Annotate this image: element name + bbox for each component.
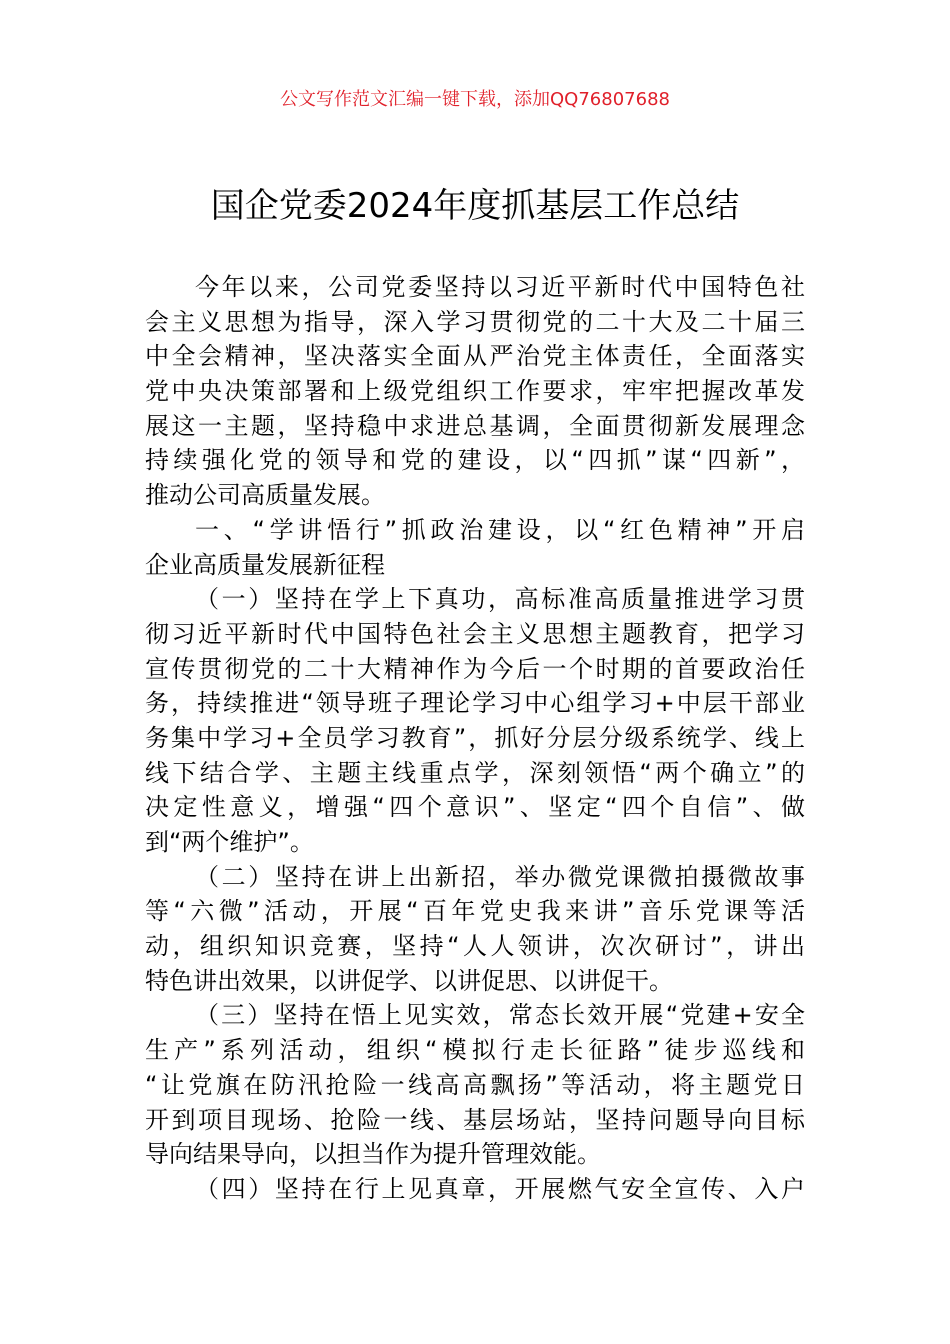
paragraph-line: 彻习近平新时代中国特色社会主义思想主题教育，把学习 (145, 619, 805, 648)
paragraph-line: 特色讲出效果，以讲促学、以讲促思、以讲促干。 (145, 966, 673, 995)
paragraph-line: 推动公司高质量发展。 (145, 481, 385, 510)
download-banner: 公文写作范文汇编一键下载，添加QQ76807688 (280, 89, 670, 110)
paragraph-line: 动，组织知识竞赛，坚持“人人领讲，次次研讨”，讲出 (145, 932, 805, 961)
paragraph-line: 到“两个维护”。 (145, 828, 314, 856)
paragraph-line: 持续强化党的领导和党的建设，以“四抓”谋“四新”， (145, 446, 805, 475)
paragraph-line: 务，持续推进“领导班子理论学习中心组学习+中层干部业 (145, 689, 805, 718)
paragraph-line: 线下结合学、主题主线重点学，深刻领悟“两个确立”的 (145, 758, 805, 787)
paragraph-line: 生产”系列活动，组织“模拟行走长征路”徒步巡线和 (145, 1036, 805, 1065)
document-title: 国企党委2024年度抓基层工作总结 (210, 186, 740, 226)
paragraph-line: （二）坚持在讲上出新招，举办微党课微拍摄微故事 (195, 862, 805, 891)
paragraph-line: 企业高质量发展新征程 (145, 550, 385, 579)
paragraph-line: 务集中学习+全员学习教育”，抓好分层分级系统学、线上 (145, 723, 805, 752)
paragraph-line: 党中央决策部署和上级党组织工作要求，牢牢把握改革发 (145, 377, 805, 406)
paragraph-line: （一）坚持在学上下真功，高标准高质量推进学习贯 (195, 585, 805, 614)
paragraph-line: 宣传贯彻党的二十大精神作为今后一个时期的首要政治任 (145, 654, 805, 683)
paragraph-line: 开到项目现场、抢险一线、基层场站，坚持问题导向目标 (145, 1105, 805, 1134)
paragraph-line: 决定性意义，增强“四个意识”、坚定“四个自信”、做 (145, 793, 805, 822)
paragraph-line: （四）坚持在行上见真章，开展燃气安全宣传、入户 (195, 1174, 805, 1203)
paragraph-line: （三）坚持在悟上见实效，常态长效开展“党建+安全 (195, 1001, 805, 1030)
paragraph-line: 等“六微”活动，开展“百年党史我来讲”音乐党课等活 (145, 897, 805, 926)
paragraph-line: 导向结果导向，以担当作为提升管理效能。 (145, 1140, 601, 1169)
paragraph-line: 今年以来，公司党委坚持以习近平新时代中国特色社 (195, 273, 805, 301)
document-body (145, 270, 805, 1207)
paragraph-line: “让党旗在防汛抢险一线高高飘扬”等活动，将主题党日 (145, 1070, 805, 1099)
paragraph-line: 中全会精神，坚决落实全面从严治党主体责任，全面落实 (145, 342, 805, 371)
paragraph-line: 一、“学讲悟行”抓政治建设，以“红色精神”开启 (195, 515, 805, 544)
paragraph-line: 展这一主题，坚持稳中求进总基调，全面贯彻新发展理念 (145, 411, 805, 440)
paragraph-line: 会主义思想为指导，深入学习贯彻党的二十大及二十届三 (145, 307, 805, 336)
